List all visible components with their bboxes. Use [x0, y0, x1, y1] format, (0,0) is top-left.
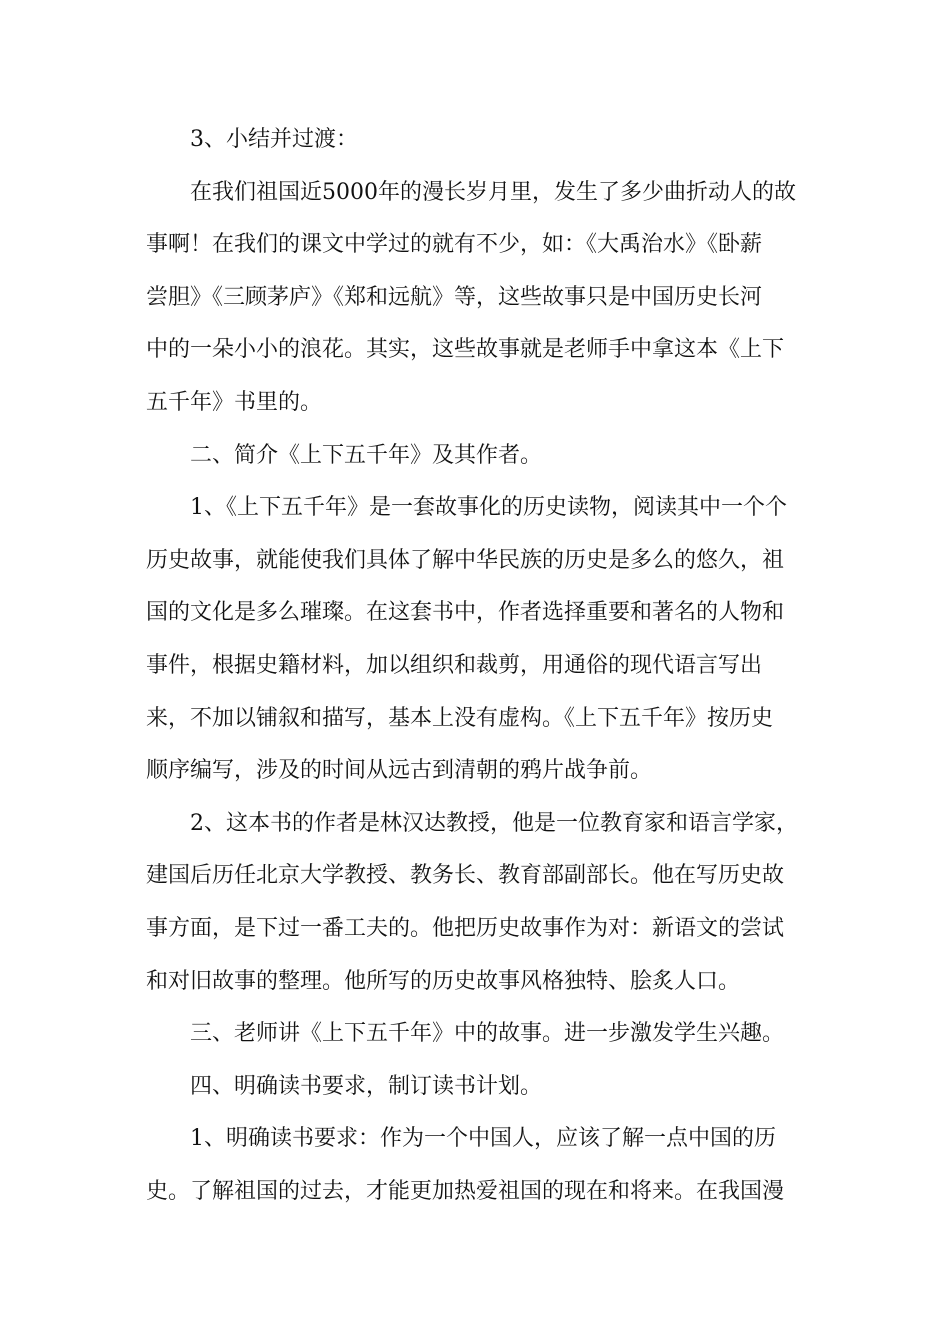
paragraph-line: 1、《上下五千年》是一套故事化的历史读物，阅读其中一个个 [190, 495, 787, 521]
paragraph-line: 顺序编写，涉及的时间从远古到清朝的鸦片战争前。 [146, 758, 653, 784]
paragraph-line: 史。了解祖国的过去，才能更加热爱祖国的现在和将来。在我国漫 [146, 1178, 785, 1204]
paragraph-line: 在我们祖国近5000年的漫长岁月里，发生了多少曲折动人的故 [190, 179, 796, 205]
section-heading-teacher-story: 三、老师讲《上下五千年》中的故事。进一步激发学生兴趣。 [190, 1021, 785, 1047]
paragraph-line: 事啊！在我们的课文中学过的就有不少，如：《大禹治水》《卧薪 [146, 232, 763, 258]
paragraph-line: 尝胆》《三顾茅庐》《郑和远航》等，这些故事只是中国历史长河 [146, 284, 763, 310]
paragraph-line: 2、这本书的作者是林汉达教授，他是一位教育家和语言学家， [190, 810, 798, 836]
paragraph-line: 来，不加以铺叙和描写，基本上没有虚构。《上下五千年》按历史 [146, 705, 774, 731]
paragraph-line: 事件，根据史籍材料，加以组织和裁剪，用通俗的现代语言写出 [146, 652, 763, 678]
paragraph-line: 国的文化是多么璀璨。在这套书中，作者选择重要和著名的人物和 [146, 600, 785, 626]
section-heading-introduction: 二、简介《上下五千年》及其作者。 [190, 442, 543, 468]
paragraph-line: 事方面，是下过一番工夫的。他把历史故事作为对：新语文的尝试 [146, 915, 785, 941]
section-heading-reading-requirements: 四、明确读书要求，制订读书计划。 [190, 1073, 543, 1099]
subsection-heading-summary: 3、小结并过渡： [190, 127, 358, 152]
paragraph-line: 中的一朵小小的浪花。其实，这些故事就是老师手中拿这本《上下 [146, 337, 785, 363]
document-body [146, 114, 806, 1218]
paragraph-line: 历史故事，就能使我们具体了解中华民族的历史是多么的悠久，祖 [146, 547, 785, 573]
paragraph-line: 五千年》书里的。 [146, 389, 323, 415]
paragraph-line: 1、明确读书要求：作为一个中国人，应该了解一点中国的历 [190, 1126, 776, 1152]
paragraph-line: 建国后历任北京大学教授、教务长、教育部副部长。他在写历史故 [146, 863, 785, 889]
paragraph-line: 和对旧故事的整理。他所写的历史故事风格独特、脍炙人口。 [146, 968, 741, 994]
